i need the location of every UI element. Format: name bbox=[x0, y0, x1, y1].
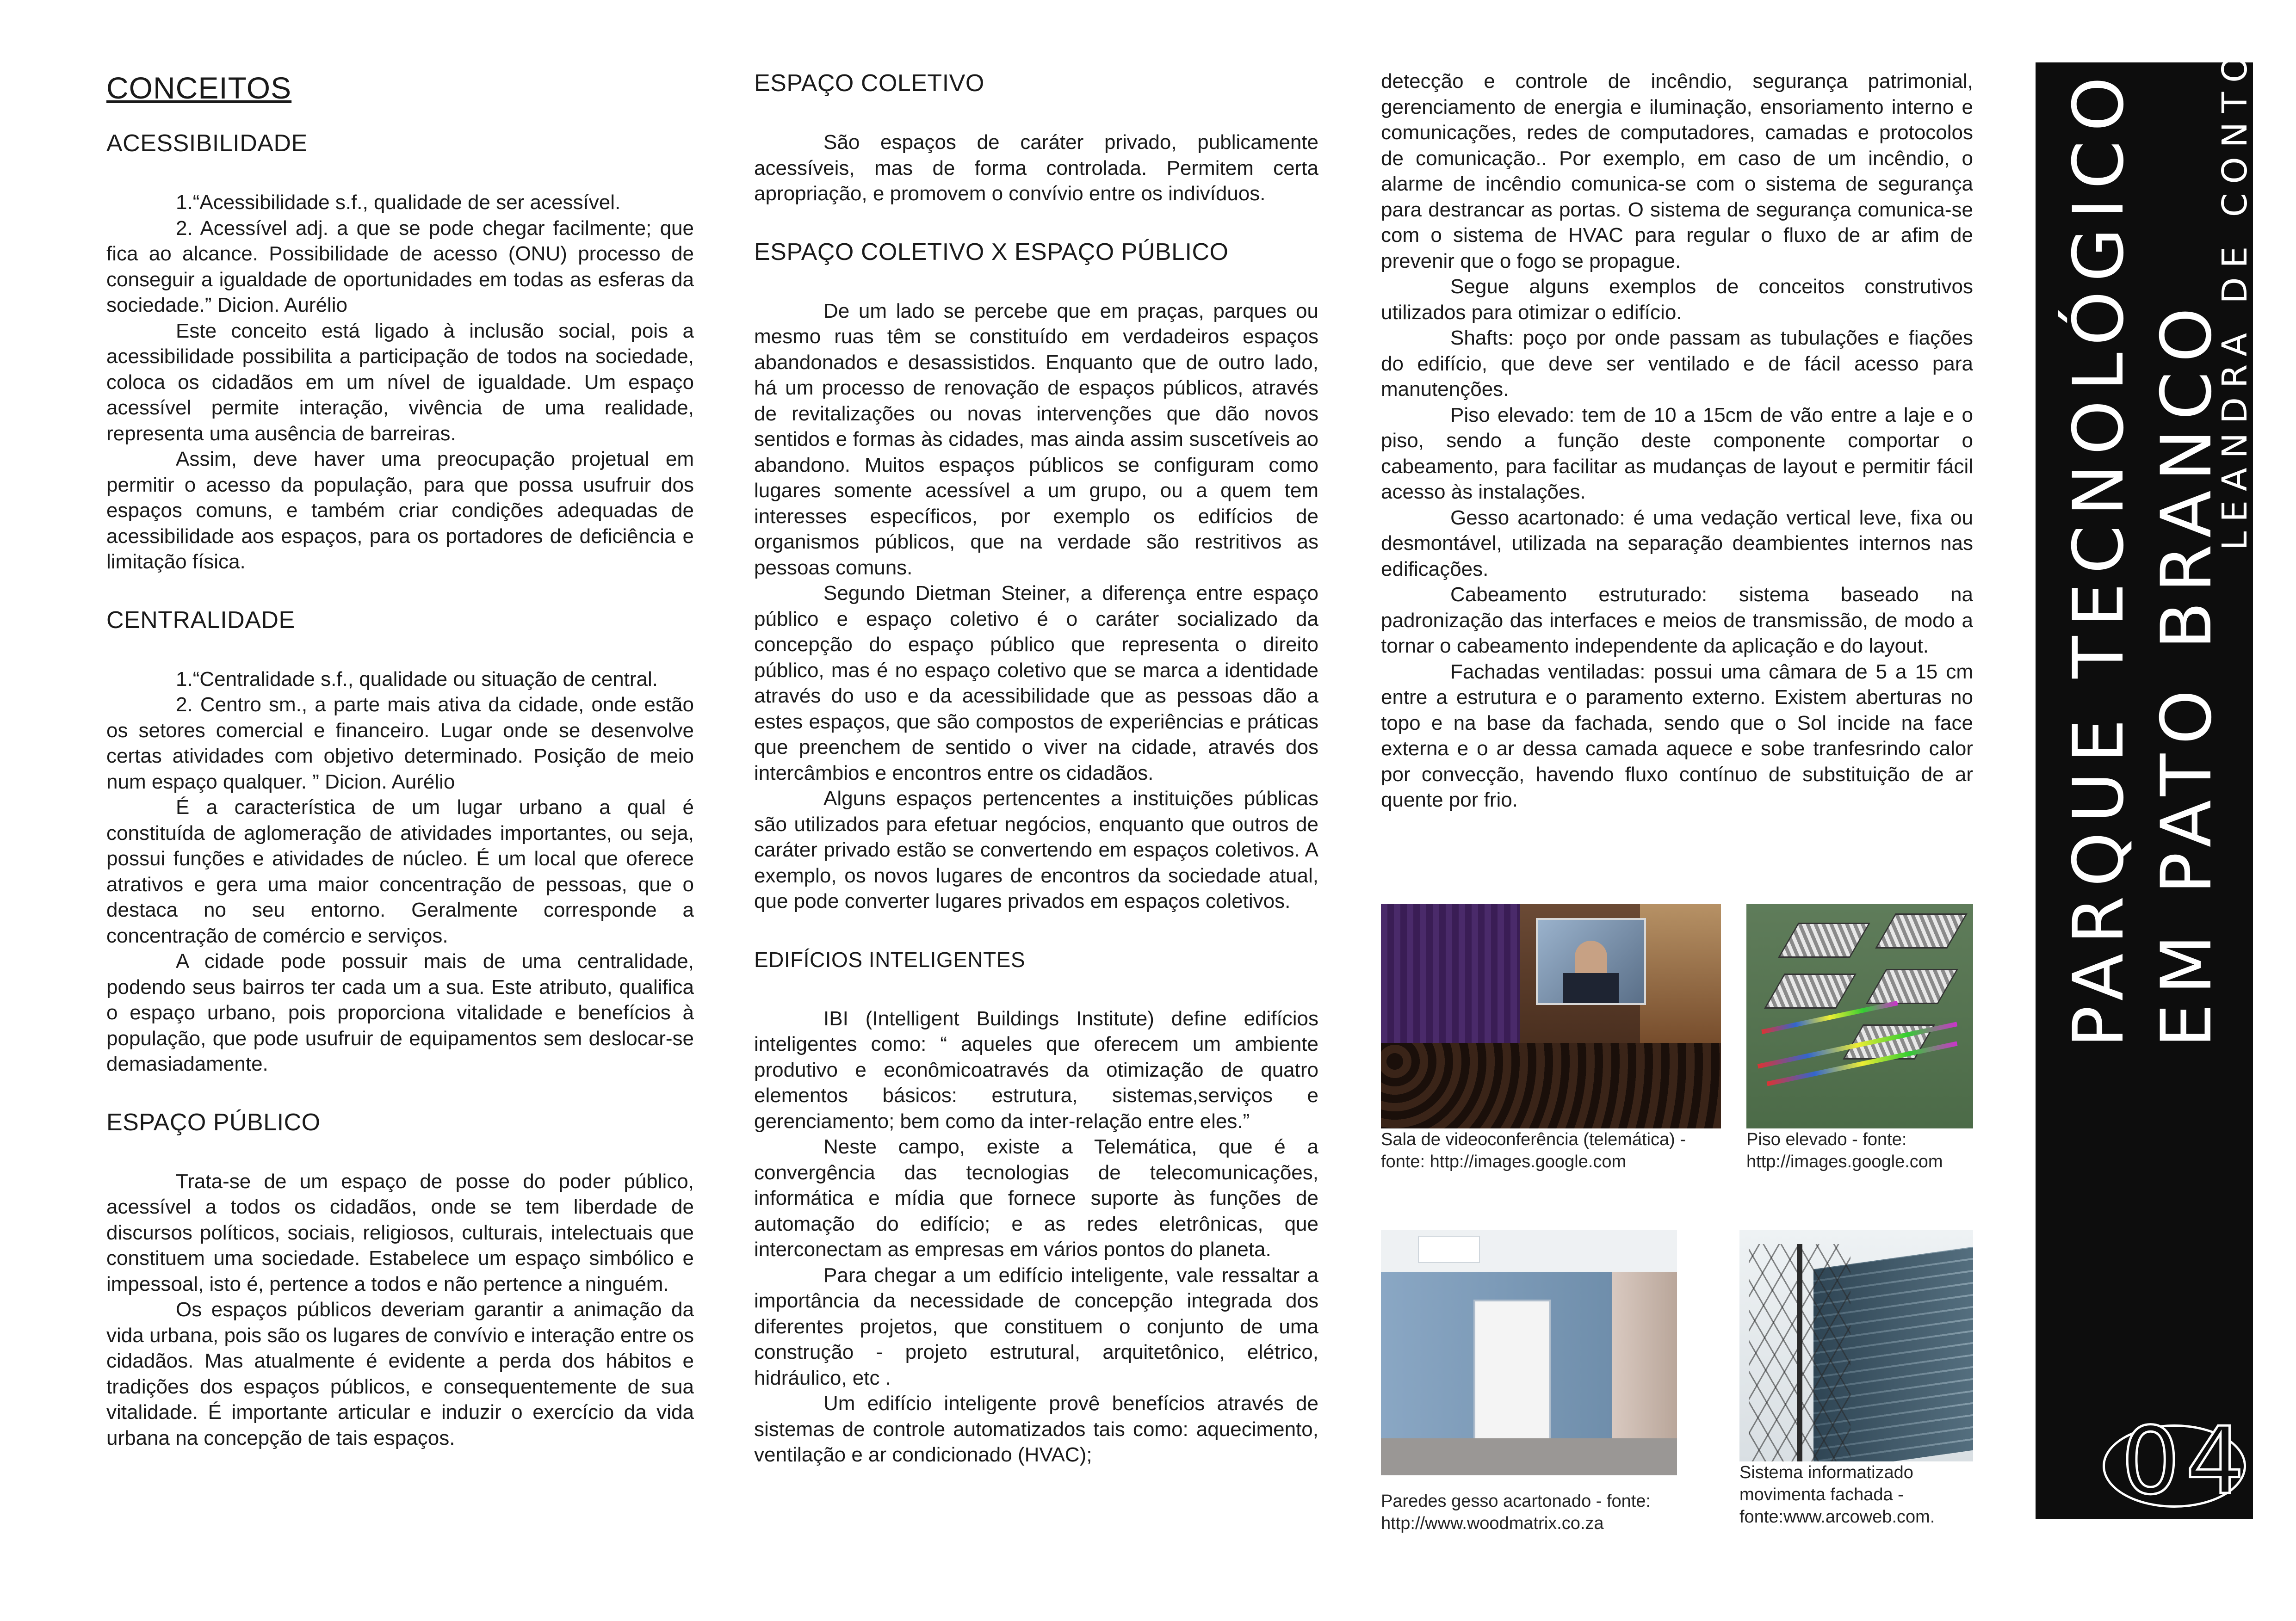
videoconference-photo bbox=[1381, 904, 1721, 1128]
paragraph: 2. Acessível adj. a que se pode chegar facilmente; que fica ao alcance. Possibilidade de acesso (ONU) processo de conseguir a igualdade de oportunidades em todas as esferas da sociedade.” Dicion. Aurélio bbox=[106, 216, 694, 316]
paragraph: Gesso acartonado: é uma vedação vertical leve, fixa ou desmontável, utilizada na separação deambientes internos nas edificações. bbox=[1381, 506, 1973, 580]
paragraph: Piso elevado: tem de 10 a 15cm de vão entre a laje e o piso, sendo a função deste componente comportar o cabeamento, para facilitar as mudanças de layout e permitir fácil acesso às instalações. bbox=[1381, 403, 1973, 503]
paragraph: A cidade pode possuir mais de uma centralidade, podendo seus bairros ter cada um a sua. Este atributo, qualifica o espaço urbano, pois proporciona vitalidade e benefícios à população, que pode usufruir de equipamentos sem deslocar-se demasiadamente. bbox=[106, 950, 694, 1075]
paragraph: Trata-se de um espaço de posse do poder público, acessível a todos os cidadãos, onde se tem liberdade de discursos políticos, sociais, religiosos, culturais, intelectuais que constituem uma sociedade. Estabelece um espaço simbólico e impessoal, isto é, pertence a todos e não pertence a ninguém. bbox=[106, 1170, 694, 1295]
paragraph: 1.“Centralidade s.f., qualidade ou situação de central. bbox=[176, 667, 658, 690]
paragraph: detecção e controle de incêndio, segurança patrimonial, gerenciamento de energia e iluminação, ensoriamento interno e comunicações, redes de computadores, camadas e protocolos de comunicação.. Por exemplo, em caso de um incêndio, o alarme de incêndio comunica-se com o sistema de segurança para destrancar as portas. O sistema de segurança comunica-se com o sistema de HVAC para regular o fluxo de ar afim de prevenir que o fogo se propague. bbox=[1381, 70, 1973, 272]
page-number-text: 04 bbox=[2121, 1407, 2250, 1515]
heading-edificios-inteligentes: EDIFÍCIOS INTELIGENTES bbox=[754, 947, 1026, 972]
paragraph: Assim, deve haver uma preocupação projetual em permitir o acesso da população, para que possa usufruir dos espaços comuns, e também criar condições adequadas de acessibilidade aos espaços, para os portadores de deficiência e limitação física. bbox=[106, 448, 694, 573]
paragraph: Os espaços públicos deveriam garantir a animação da vida urbana, pois são os lugares de convívio e interação entre os cidadãos. Mas atualmente é evidente a perda dos hábitos e tradições dos espaços públicos, e consequentemente de sua vitalidade. É importante articular e induzir o exercício da vida urbana na concepção de tais espaços. bbox=[106, 1298, 694, 1449]
column-3 bbox=[1381, 68, 1973, 813]
heading-acessibilidade: ACESSIBILIDADE bbox=[106, 130, 308, 157]
paragraph: Cabeamento estruturado: sistema baseado na padronização das interfaces e meios de transmissão, de modo a tornar o cabeamento independente da aplicação e do layout. bbox=[1381, 583, 1973, 657]
paragraph: Este conceito está ligado à inclusão social, pois a acessibilidade possibilita a participação de todos na sociedade, coloca os cidadãos em um nível de igualdade. Um espaço acessível permite interação, vivência de uma realidade, representa uma ausência de barreiras. bbox=[106, 319, 694, 445]
paragraph: Alguns espaços pertencentes a instituições públicas são utilizados para efetuar negócios, enquanto que outros de caráter privado estão se convertendo em espaços coletivos. A exemplo, os novos lugares de encontros da sociedade atual, que pode converter lugares privados em espaços coletivos. bbox=[754, 787, 1318, 912]
paragraph: É a característica de um lugar urbano a qual é constituída de aglomeração de atividades importantes, ou seja, possui funções e atividades de núcleo. É um local que oferece atrativos e gera uma maior concentração de pessoas, que o destaca no seu entorno. Geralmente corresponde a concentração de comércio e serviços. bbox=[106, 796, 694, 947]
page-title: CONCEITOS bbox=[106, 71, 292, 105]
author-name: LEANDRA DE CONTO bbox=[2215, 46, 2255, 550]
page-number bbox=[2103, 1407, 2269, 1515]
gypsum-walls-photo bbox=[1381, 1230, 1677, 1475]
caption-videoconference: Sala de videoconferência (telemática) - fonte: http://images.google.com bbox=[1381, 1130, 1686, 1171]
paragraph: Segundo Dietman Steiner, a diferença entre espaço público e espaço coletivo é o caráter socializado da concepção do espaço público que representa o direito público, mas é no espaço coletivo que se marca a identidade através do uso e da acessibilidade que as pessoas dão a estes espaços, que são compostos de experiências e práticas que preenchem de sentido o viver na cidade, através dos intercâmbios e encontros entre os cidadãos. bbox=[754, 582, 1318, 784]
paragraph: 2. Centro sm., a parte mais ativa da cidade, onde estão os setores comercial e financeiro. Lugar onde se desenvolve certas atividades com objetivo determinado. Posição de meio num espaço qualquer. ” Dicion. Aurélio bbox=[106, 693, 694, 793]
caption-raised-floor: Piso elevado - fonte: http://images.google.com bbox=[1746, 1130, 1943, 1171]
paragraph: De um lado se percebe que em praças, parques ou mesmo ruas têm se constituído em verdadeiros espaços abandonados e desassistidos. Enquanto que de outro lado, há um processo de renovação de espaços públicos, através de revitalizações ou novas intervenções que dão novos sentidos e formas às cidades, mas ainda assim suscetíveis ao abandono. Muitos espaços públicos se configuram como lugares somente acessível a um grupo, ou a quem tem interesses específicos, por exemplo os edifícios de organismos públicos, que na verdade são restritivos as pessoas comuns. bbox=[754, 299, 1318, 579]
paragraph: Shafts: poço por onde passam as tubulações e fiações do edifício, que deve ser ventilado e de fácil acesso para manutenções. bbox=[1381, 327, 1973, 401]
paragraph: Neste campo, existe a Telemática, que é a convergência das tecnologias de telecomunicações, informática e mídia que fornece suporte às funções de automação do edifício; e as redes eletrônicas, que interconectam as empresas em vários pontos do planeta. bbox=[754, 1135, 1318, 1261]
column-2 bbox=[754, 65, 1318, 1468]
heading-espaco-coletivo: ESPAÇO COLETIVO bbox=[754, 70, 984, 97]
paragraph: Fachadas ventiladas: possui uma câmara de 5 a 15 cm entre a estrutura e o paramento externo. Existem aberturas no topo e na base da fachada, sendo que o Sol incide na face externa e o ar dessa camada aquece e sobe tranfesrindo calor por convecção, havendo fluxo contínuo de substituição de ar quente por frio. bbox=[1381, 660, 1973, 811]
paragraph: Para chegar a um edifício inteligente, vale ressaltar a importância da necessidade de concepção integrada dos diferentes projetos, que constituem o conjunto de uma construção - projeto estrutural, arquitetônico, elétrico, hidráulico, etc . bbox=[754, 1264, 1318, 1389]
project-title-line-2: EM PATO BRANCO bbox=[2147, 298, 2227, 1048]
heading-centralidade: CENTRALIDADE bbox=[106, 606, 295, 634]
raised-floor-photo bbox=[1746, 904, 1973, 1128]
paragraph: Um edifício inteligente provê benefícios através de sistemas de controle automatizados tais como: aquecimento, ventilação e ar condicionado (HVAC); bbox=[754, 1392, 1318, 1466]
facade-photo bbox=[1739, 1230, 1973, 1461]
project-title-line-1: PARQUE TECNOLÓGICO bbox=[2059, 68, 2139, 1048]
heading-coletivo-x-publico: ESPAÇO COLETIVO X ESPAÇO PÚBLICO bbox=[754, 238, 1229, 265]
caption-gypsum-walls: Paredes gesso acartonado - fonte: http://www.woodmatrix.co.za bbox=[1381, 1492, 1651, 1533]
paragraph: IBI (Intelligent Buildings Institute) define edifícios inteligentes como: “ aqueles que oferecem um ambiente produtivo e econômicoatravés da otimização de quatro elementos básicos: estrutura, sistemas,serviços e gerenciamento; bem como da inter-relação entre eles.” bbox=[754, 1007, 1318, 1133]
column-1 bbox=[106, 65, 694, 1451]
caption-facade: Sistema informatizado movimenta fachada - fonte:www.arcoweb.com. bbox=[1739, 1463, 1935, 1527]
paragraph: Segue alguns exemplos de conceitos construtivos utilizados para otimizar o edifício. bbox=[1381, 275, 1973, 324]
paragraph: São espaços de caráter privado, publicamente acessíveis, mas de forma controlada. Permitem certa apropriação, e promovem o convívio entre os indivíduos. bbox=[754, 131, 1318, 205]
heading-espaco-publico: ESPAÇO PÚBLICO bbox=[106, 1109, 321, 1136]
paragraph: 1.“Acessibilidade s.f., qualidade de ser acessível. bbox=[176, 191, 621, 214]
